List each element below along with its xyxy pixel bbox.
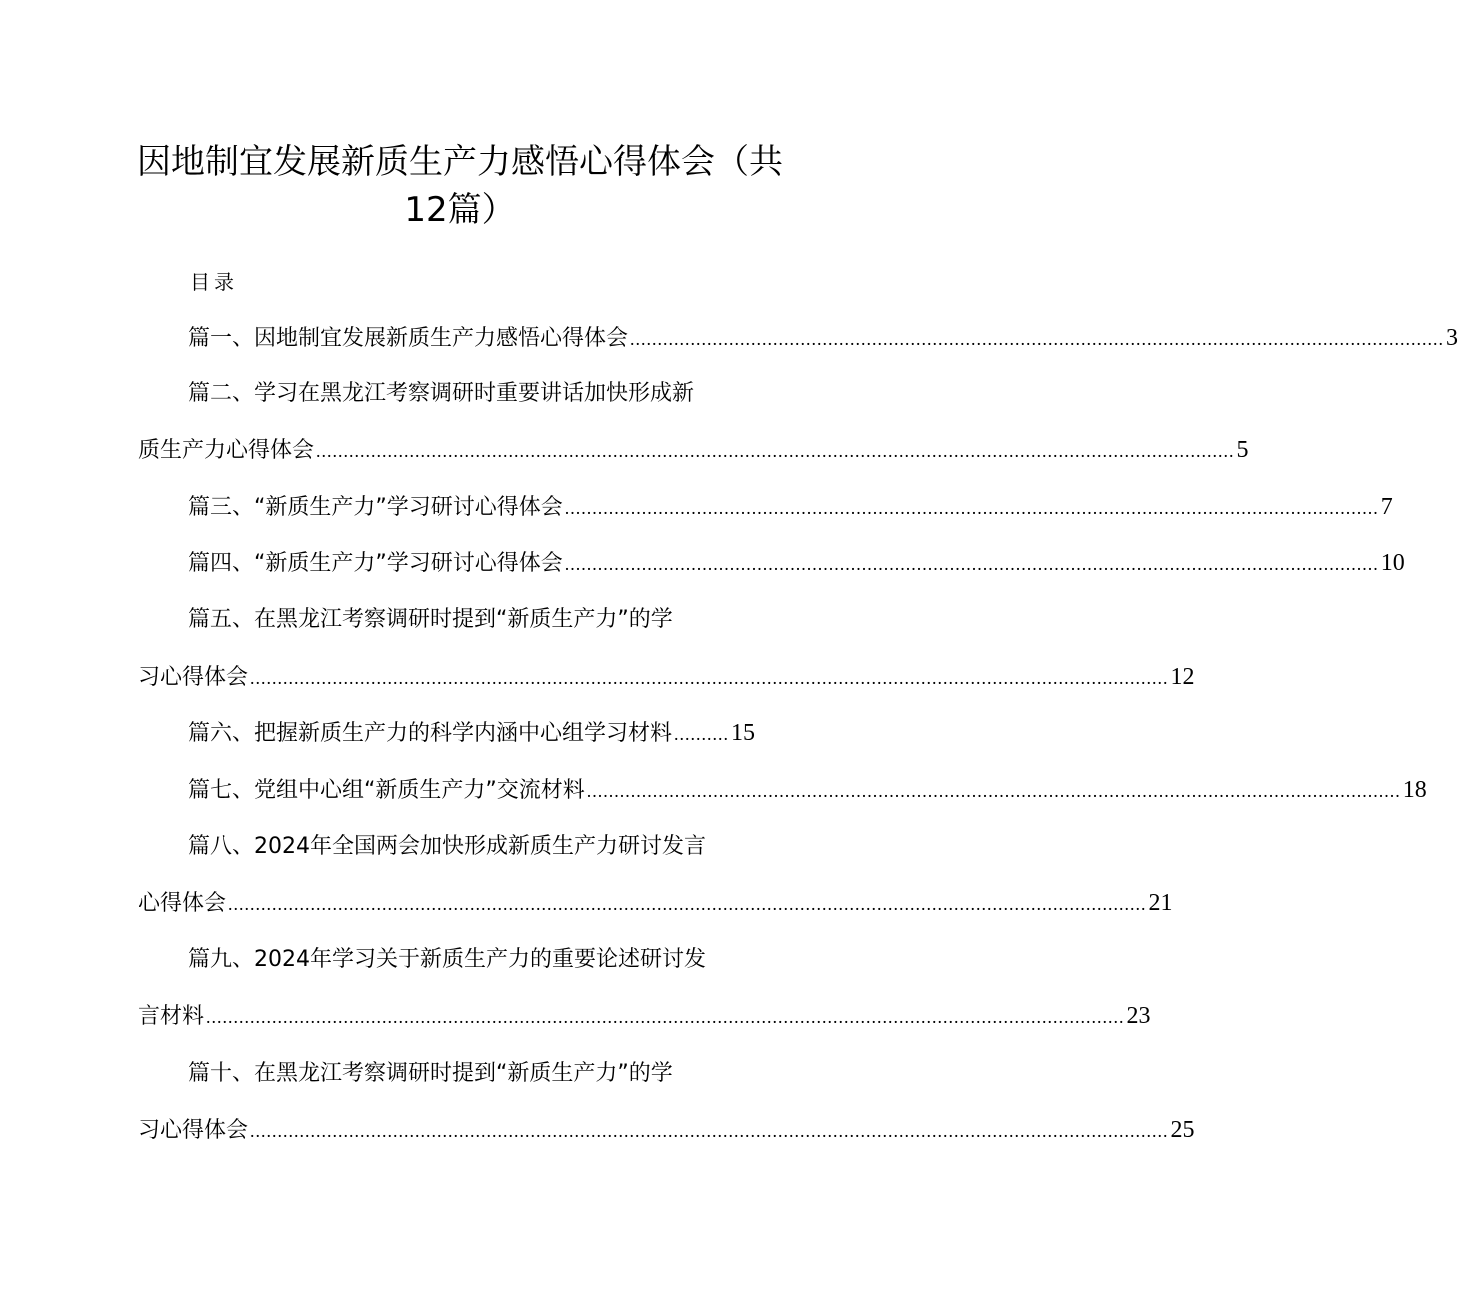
toc-page-number: 7 (1380, 494, 1393, 520)
toc-leader-dots: .................................................................................................................................................... (630, 329, 1445, 349)
toc-entry-title: 心得体会 (138, 891, 227, 916)
toc-leader-dots: ....................................................................................................................................................................... (316, 441, 1235, 461)
toc-entry-3[interactable] (188, 490, 1393, 525)
toc-entry-title: 言材料 (138, 1004, 205, 1029)
toc-page-number: 12 (1170, 664, 1195, 690)
toc-heading: 目录 (190, 270, 238, 294)
toc-page-number: 25 (1170, 1117, 1195, 1143)
toc-entry-title: 篇七、党组中心组“新质生产力”交流材料 (188, 778, 585, 803)
toc-leader-dots: ....................................................................................................................................................................... (250, 668, 1169, 688)
toc-leader-dots: ....................................................................................................................................................................... (228, 894, 1147, 914)
toc-entry-8[interactable] (138, 886, 1173, 921)
toc-entry-title: 篇四、“新质生产力”学习研讨心得体会 (188, 551, 563, 576)
toc-entry-10[interactable] (138, 1113, 1195, 1148)
toc-entry-5[interactable] (138, 660, 1195, 695)
toc-entry-7[interactable] (188, 773, 1427, 808)
toc-page-number: 23 (1126, 1003, 1151, 1029)
toc-entry-title: 篇三、“新质生产力”学习研讨心得体会 (188, 495, 563, 520)
toc-leader-dots: ....................................................................................................................................................................... (206, 1007, 1125, 1027)
toc-leader-dots: .......... (674, 724, 730, 744)
toc-page-number: 10 (1380, 550, 1405, 576)
document-title-line-1: 因地制宜发展新质生产力感悟心得体会（共 (137, 142, 783, 182)
toc-entry-5-line-1[interactable]: 篇五、在黑龙江考察调研时提到“新质生产力”的学 (188, 607, 673, 632)
toc-entry-title: 习心得体会 (138, 665, 249, 690)
toc-entry-9-line-1[interactable]: 篇九、2024年学习关于新质生产力的重要论述研讨发 (188, 947, 706, 972)
toc-page-number: 21 (1148, 890, 1173, 916)
toc-entry-10-line-1[interactable]: 篇十、在黑龙江考察调研时提到“新质生产力”的学 (188, 1061, 673, 1086)
toc-entry-8-line-1[interactable]: 篇八、2024年全国两会加快形成新质生产力研讨发言 (188, 834, 706, 859)
toc-entry-6[interactable] (188, 716, 756, 751)
toc-entry-2[interactable] (138, 433, 1249, 468)
toc-entry-9[interactable] (138, 999, 1151, 1034)
document-title-line-2: 12篇） (404, 190, 516, 230)
toc-entry-2-line-1[interactable]: 篇二、学习在黑龙江考察调研时重要讲话加快形成新 (188, 381, 695, 406)
toc-entry-title: 篇六、把握新质生产力的科学内涵中心组学习材料 (188, 721, 673, 746)
toc-entry-title: 质生产力心得体会 (138, 438, 315, 463)
toc-page-number: 3 (1446, 325, 1458, 351)
toc-leader-dots: .................................................................................................................................................... (564, 554, 1379, 574)
toc-entry-4[interactable] (188, 546, 1405, 581)
toc-entry-title: 篇一、因地制宜发展新质生产力感悟心得体会 (188, 326, 629, 351)
toc-leader-dots: .................................................................................................................................................... (564, 498, 1379, 518)
toc-page-number: 18 (1402, 777, 1427, 803)
toc-entry-title: 习心得体会 (138, 1118, 249, 1143)
toc-entry-1[interactable] (188, 321, 1458, 356)
toc-page-number: 5 (1236, 437, 1249, 463)
toc-page-number: 15 (731, 720, 756, 746)
toc-leader-dots: ....................................................................................................................................................................... (250, 1121, 1169, 1141)
toc-leader-dots: .................................................................................................................................................... (586, 781, 1401, 801)
